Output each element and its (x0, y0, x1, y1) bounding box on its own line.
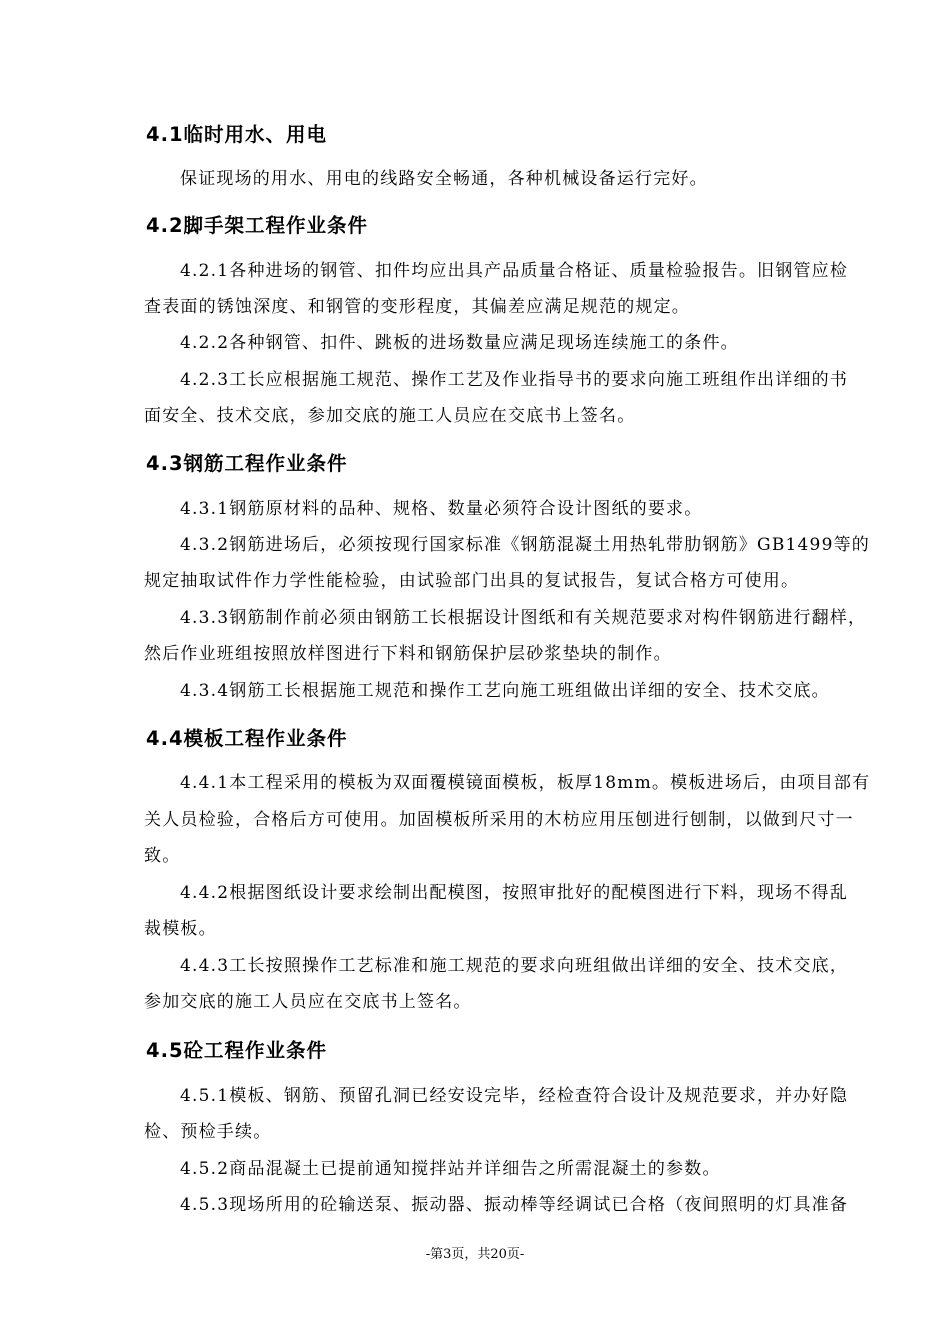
section-heading-4-5: 4.5砼工程作业条件 (146, 1039, 328, 1062)
paragraph-line: 查表面的锈蚀深度、和钢管的变形程度，其偏差应满足规范的规定。 (144, 297, 690, 317)
paragraph-line: 规定抽取试件作力学性能检验，由试验部门出具的复试报告，复试合格方可使用。 (144, 571, 800, 591)
paragraph-line: 保证现场的用水、用电的线路安全畅通，各种机械设备运行完好。 (180, 169, 708, 189)
section-heading-4-3: 4.3钢筋工程作业条件 (146, 452, 348, 475)
paragraph-line: 然后作业班组按照放样图进行下料和钢筋保护层砂浆垫块的制作。 (144, 644, 672, 664)
paragraph-line: 4.3.2钢筋进场后，必须按现行国家标准《钢筋混凝土用热轧带肋钢筋》GB1499等的 (180, 535, 870, 555)
paragraph-line: 4.4.1本工程采用的模板为双面覆模镜面模板，板厚18mm。模板进场后，由项目部有 (180, 773, 871, 793)
paragraph-line: 参加交底的施工人员应在交底书上签名。 (144, 992, 472, 1012)
paragraph-line: 4.4.3工长按照操作工艺标准和施工规范的要求向班组做出详细的安全、技术交底， (180, 956, 849, 976)
paragraph-line: 4.3.1钢筋原材料的品种、规格、数量必须符合设计图纸的要求。 (180, 499, 703, 519)
paragraph-line: 4.3.4钢筋工长根据施工规范和操作工艺向施工班组做出详细的安全、技术交底。 (180, 681, 830, 701)
paragraph-line: 关人员检验，合格后方可使用。加固模板所采用的木枋应用压刨进行刨制，以做到尺寸一 (144, 810, 854, 830)
paragraph-line: 4.5.3现场所用的砼输送泵、振动器、振动棒等经调试已合格（夜间照明的灯具准备 (180, 1195, 849, 1215)
page-number-footer: -第3页，共20页- (425, 1247, 525, 1262)
section-heading-4-1: 4.1临时用水、用电 (146, 123, 328, 146)
paragraph-line: 4.4.2根据图纸设计要求绘制出配模图，按照审批好的配模图进行下料，现场不得乱 (180, 883, 849, 903)
paragraph-line: 4.2.1各种进场的钢管、扣件均应出具产品质量合格证、质量检验报告。旧钢管应检 (180, 261, 849, 281)
paragraph-line: 4.3.3钢筋制作前必须由钢筋工长根据设计图纸和有关规范要求对构件钢筋进行翻样， (180, 608, 867, 628)
paragraph-line: 4.5.1模板、钢筋、预留孔洞已经安设完毕，经检查符合设计及规范要求，并办好隐 (180, 1086, 849, 1106)
section-heading-4-2: 4.2脚手架工程作业条件 (146, 214, 369, 237)
paragraph-line: 检、预检手续。 (144, 1122, 272, 1142)
paragraph-line: 4.2.3工长应根据施工规范、操作工艺及作业指导书的要求向施工班组作出详细的书 (180, 370, 849, 390)
paragraph-line: 4.2.2各种钢管、扣件、跳板的进场数量应满足现场连续施工的条件。 (180, 333, 739, 353)
paragraph-line: 面安全、技术交底，参加交底的施工人员应在交底书上签名。 (144, 406, 636, 426)
section-heading-4-4: 4.4模板工程作业条件 (146, 727, 348, 750)
paragraph-line: 致。 (144, 846, 181, 866)
paragraph-line: 4.5.2商品混凝土已提前通知搅拌站并详细告之所需混凝土的参数。 (180, 1159, 721, 1179)
paragraph-line: 裁模板。 (144, 919, 217, 939)
